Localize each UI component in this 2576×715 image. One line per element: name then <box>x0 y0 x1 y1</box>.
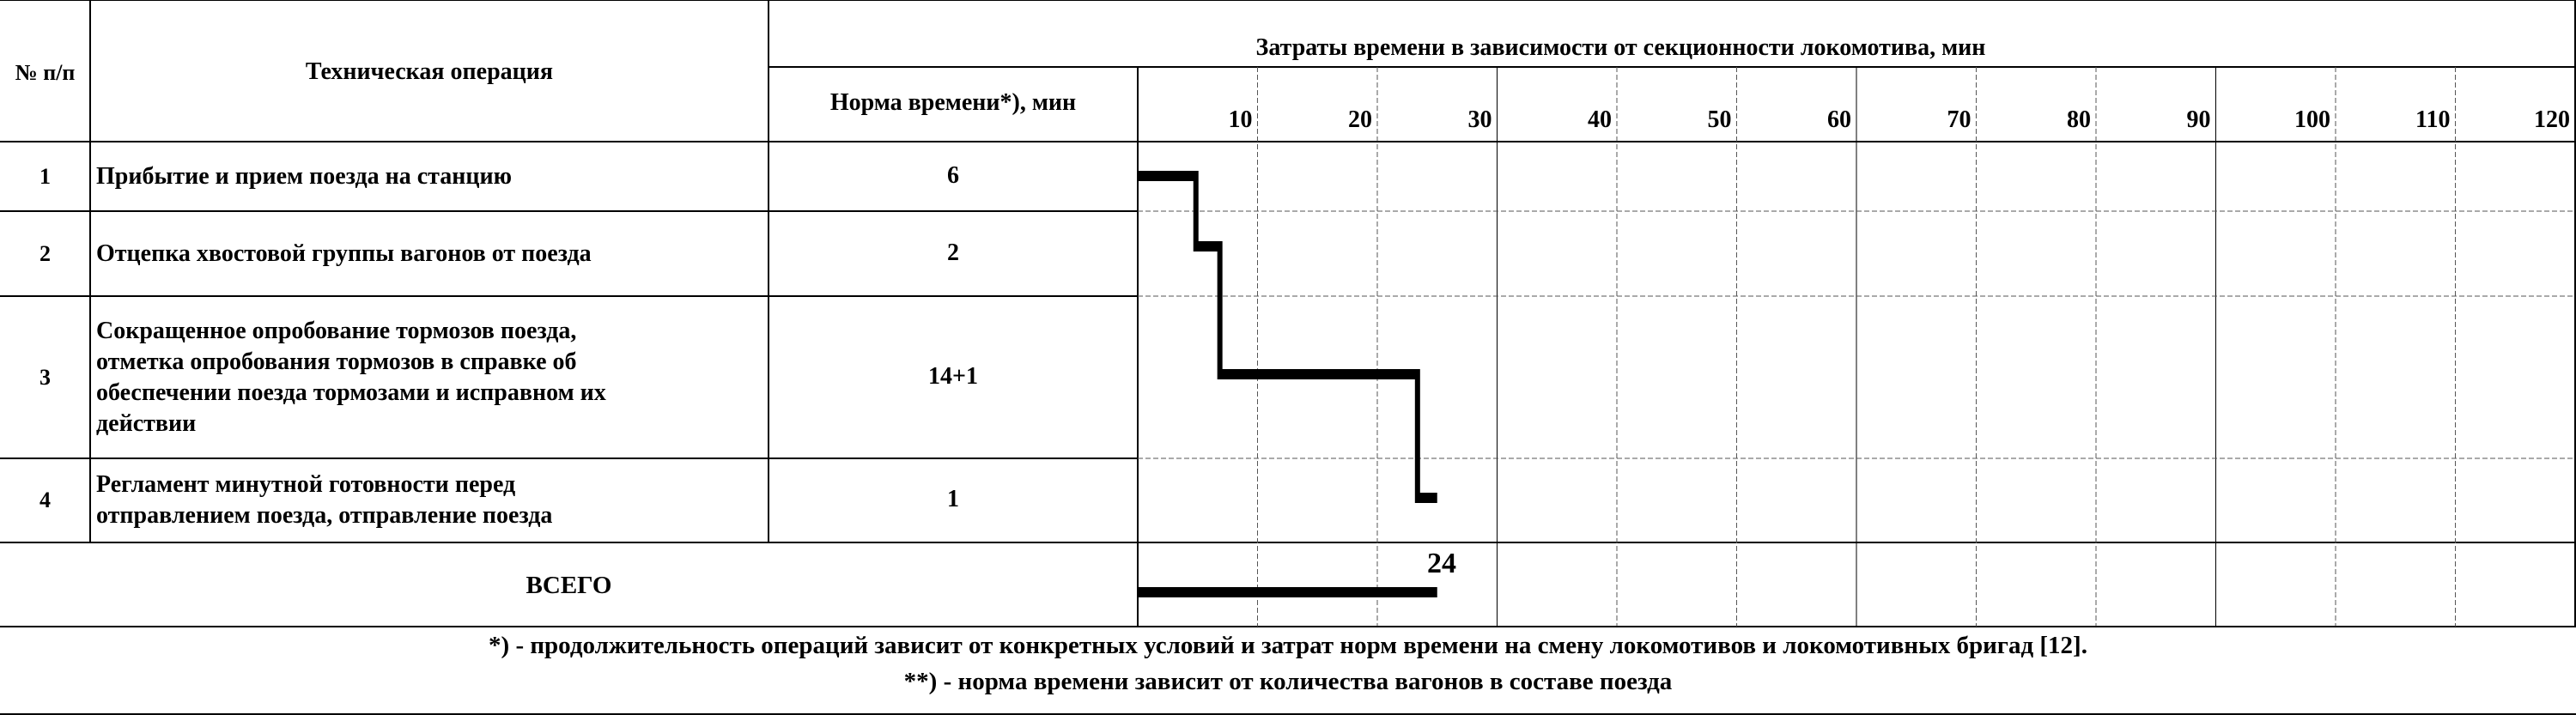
footnote-1: *) - продолжительность операций зависит от конкретных условий и затрат норм времени на смену локомотивов и локомотивных бригад [12]. <box>489 632 2087 659</box>
row-number: 3 <box>39 364 51 390</box>
total-value-label: 24 <box>1427 548 1456 579</box>
tick-label: 30 <box>1467 106 1492 133</box>
tick-label: 100 <box>2294 106 2330 133</box>
column-header-norm: Норма времени*), мин <box>829 89 1077 116</box>
gantt-connector <box>1415 369 1420 503</box>
operation-text: Отцепка хвостовой группы вагонов от поезда <box>96 239 592 267</box>
norm-value: 2 <box>947 239 959 266</box>
operation-text: действии <box>96 409 197 437</box>
total-bar <box>1138 587 1437 597</box>
operation-text: Прибытие и прием поезда на станцию <box>96 162 513 190</box>
tick-label: 10 <box>1228 106 1253 133</box>
column-header-operation: Техническая операция <box>305 58 554 85</box>
operation-text: отметка опробования тормозов в справке об <box>96 348 577 375</box>
norm-value: 6 <box>947 161 959 189</box>
column-header-number: № п/п <box>15 60 76 85</box>
norm-value: 1 <box>947 486 959 512</box>
operation-text: отправлением поезда, отправление поезда <box>96 502 553 529</box>
gantt-connector <box>1194 171 1199 251</box>
tick-label: 120 <box>2534 106 2570 133</box>
row-number: 1 <box>39 163 51 189</box>
norm-value: 14+1 <box>928 362 978 390</box>
tick-label: 60 <box>1827 106 1851 133</box>
tick-label: 80 <box>2067 106 2091 133</box>
tick-label: 50 <box>1707 106 1732 133</box>
chart-bars <box>1138 171 1437 597</box>
operation-text: Сокращенное опробование тормозов поезда, <box>96 317 577 344</box>
gantt-bar-row-1 <box>1138 171 1198 181</box>
column-header-chart: Затраты времени в зависимости от секционности локомотива, мин <box>1255 34 1986 61</box>
gantt-bar-row-4 <box>1419 493 1437 503</box>
total-label: ВСЕГО <box>526 572 612 599</box>
table-column-borders <box>90 0 2575 627</box>
tick-label: 20 <box>1348 106 1372 133</box>
gantt-bar-row-3 <box>1222 369 1419 379</box>
tick-label: 70 <box>1947 106 1971 133</box>
row-number: 2 <box>39 240 51 266</box>
tick-label: 110 <box>2415 106 2451 133</box>
operation-text: Регламент минутной готовности перед <box>96 471 516 498</box>
gantt-connector <box>1218 241 1223 379</box>
tick-label: 90 <box>2186 106 2211 133</box>
tick-label: 40 <box>1588 106 1612 133</box>
row-number: 4 <box>39 488 51 512</box>
operation-text: обеспечении поезда тормозами и исправном их <box>96 379 606 406</box>
footnote-2: **) - норма времени зависит от количества вагонов в составе поезда <box>903 668 1673 695</box>
